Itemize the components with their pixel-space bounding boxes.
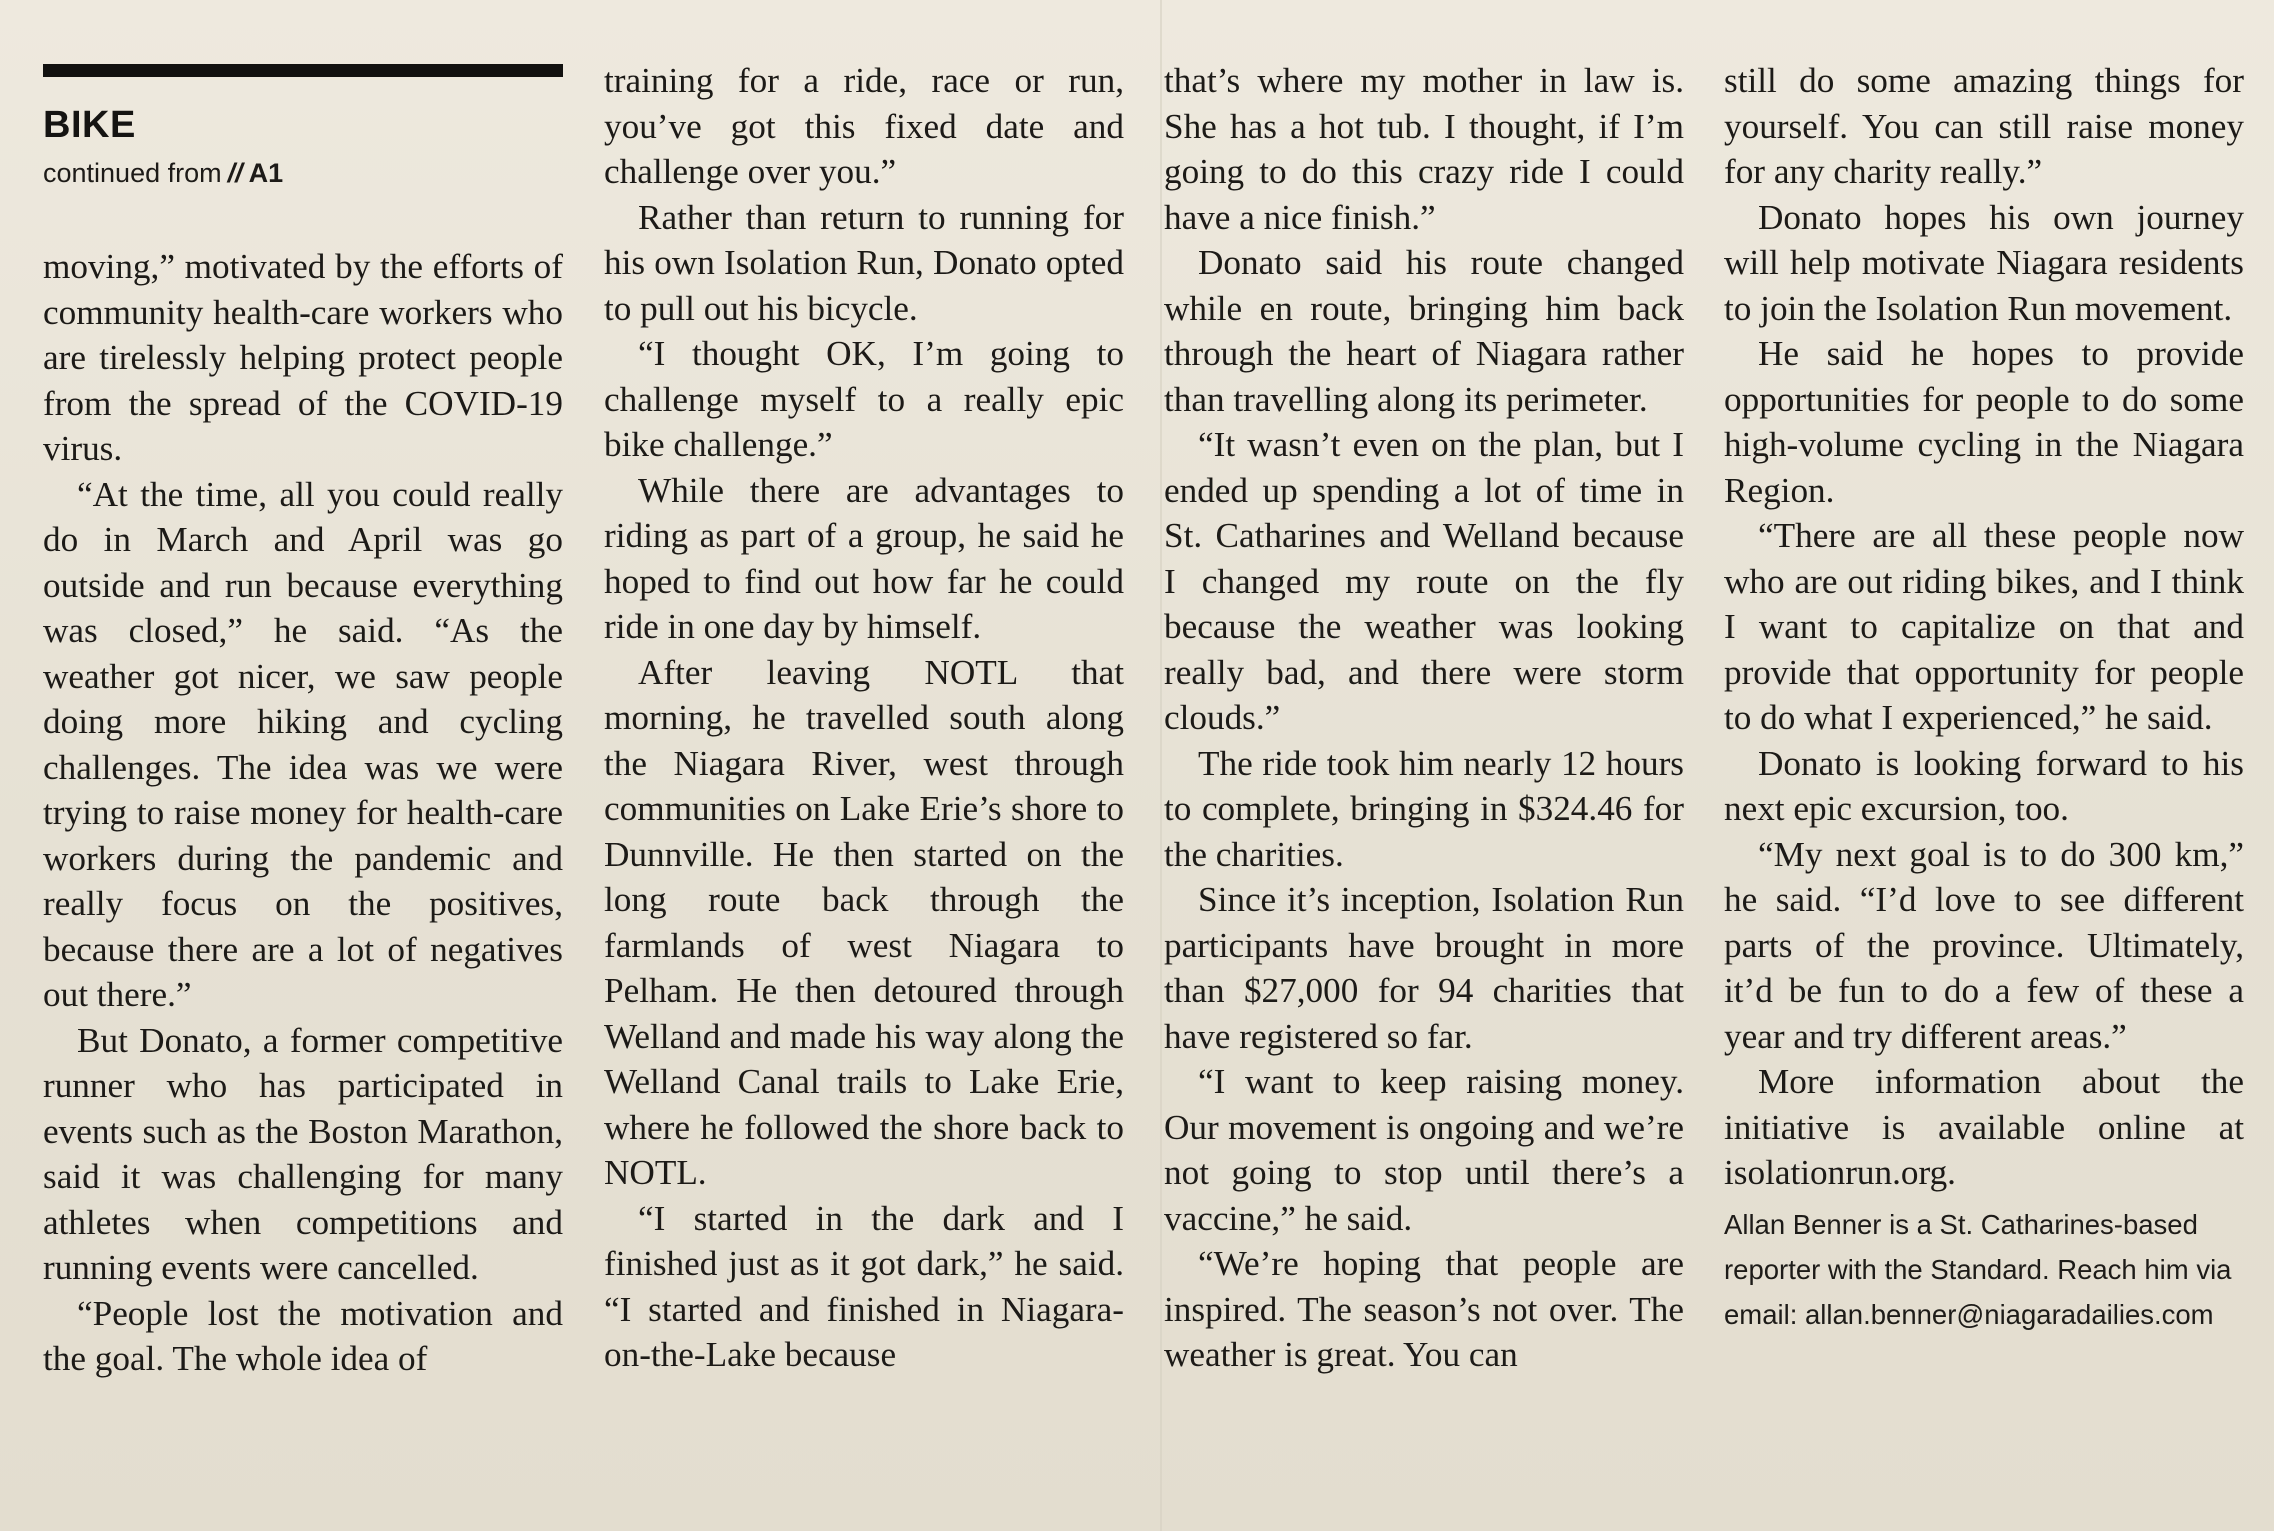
paragraph: Since it’s inception, Isolation Run participants have brought in more than $27,000 for 94 charities that have registered so far. (1164, 880, 1684, 1056)
paragraph: still do some amazing things for yourself. You can still raise money for any charity really.” (1724, 61, 2244, 191)
paragraph: While there are advantages to riding as part of a group, he said he hoped to find out how far he could ride in one day by himself. (604, 470, 1124, 646)
jump-line-label: continued from (43, 158, 222, 188)
paragraph: “I want to keep raising money. Our movement is ongoing and we’re not going to stop until there’s a vaccine,” he said. (1164, 1062, 1684, 1238)
paragraph: “My next goal is to do 300 km,” he said. “I’d love to see different parts of the province. Ultimately, it’d be fun to do a few of these a year and try different areas.” (1724, 834, 2244, 1056)
paragraph: “We’re hoping that people are inspired. The season’s not over. The weather is great. You can (1164, 1244, 1684, 1374)
jump-page-link[interactable]: A1 (248, 158, 284, 188)
jump-line-separator: // (227, 158, 243, 188)
paragraph: “I started in the dark and I finished just as it got dark,” he said. “I started and finished in Niagara-on-the-Lake because (604, 1198, 1124, 1374)
section-kicker: BIKE (43, 104, 136, 146)
paragraph: Donato said his route changed while en route, bringing him back through the heart of Niagara rather than travelling along its perimeter. (1164, 243, 1684, 419)
paragraph: After leaving NOTL that morning, he travelled south along the Niagara River, west through communities on Lake Erie’s shore to Dunnville. He then started on the long route back through the farmlands of west Niagara to Pelham. He then detoured through Welland and made his way along the Welland Canal trails to Lake Erie, where he followed the shore back to NOTL. (604, 652, 1124, 1192)
paragraph: “There are all these people now who are out riding bikes, and I think I want to capitalize on that and provide that opportunity for people to do what I experienced,” he said. (1724, 516, 2244, 737)
article-column-4 (1724, 58, 2244, 1508)
article-column-2 (604, 58, 1124, 1508)
paragraph: But Donato, a former competitive runner who has participated in events such as the Boston Marathon, said it was challenging for many athletes when competitions and running events were cancelled. (43, 1020, 563, 1287)
paragraph: “It wasn’t even on the plan, but I ended up spending a lot of time in St. Catharines and Welland because I changed my route on the fly because the weather was looking really bad, and there were storm clouds.” (1164, 425, 1684, 737)
paragraph: “People lost the motivation and the goal. The whole idea of (43, 1293, 563, 1378)
paragraph: Donato hopes his own journey will help motivate Niagara residents to join the Isolation Run movement. (1724, 197, 2244, 328)
section-rule (43, 64, 563, 77)
paragraph: Rather than return to running for his own Isolation Run, Donato opted to pull out his bicycle. (604, 197, 1124, 328)
paragraph: Donato is looking forward to his next epic excursion, too. (1724, 743, 2244, 828)
paragraph: moving,” motivated by the efforts of community health-care workers who are tirelessly helping protect people from the spread of the COVID-19 virus. (43, 247, 563, 468)
jump-line (43, 158, 283, 189)
paragraph: that’s where my mother in law is. She has a hot tub. I thought, if I’m going to do this crazy ride I could have a nice finish.” (1164, 61, 1684, 237)
paragraph: training for a ride, race or run, you’ve got this fixed date and challenge over you.” (604, 61, 1124, 191)
paragraph: More information about the initiative is available online at isolationrun.org. (1724, 1062, 2244, 1192)
paragraph: The ride took him nearly 12 hours to complete, bringing in $324.46 for the charities. (1164, 743, 1684, 874)
page-crease (1160, 0, 1162, 1531)
article-column-3 (1164, 58, 1684, 1508)
author-bio: Allan Benner is a St. Catharines-based reporter with the Standard. Reach him via email: allan.benner@niagaradailies.com (1724, 1208, 2232, 1330)
paragraph: “At the time, all you could really do in March and April was go outside and run because everything was closed,” he said. “As the weather got nicer, we saw people doing more hiking and cycling challenges. The idea was we were trying to raise money for health-care workers during the pandemic and really focus on the positives, because there are a lot of negatives out there.” (43, 474, 563, 1014)
article-column-1 (43, 244, 563, 1504)
paragraph: He said he hopes to provide opportunities for people to do some high-volume cycling in the Niagara Region. (1724, 334, 2244, 510)
paragraph: “I thought OK, I’m going to challenge myself to a really epic bike challenge.” (604, 334, 1124, 464)
